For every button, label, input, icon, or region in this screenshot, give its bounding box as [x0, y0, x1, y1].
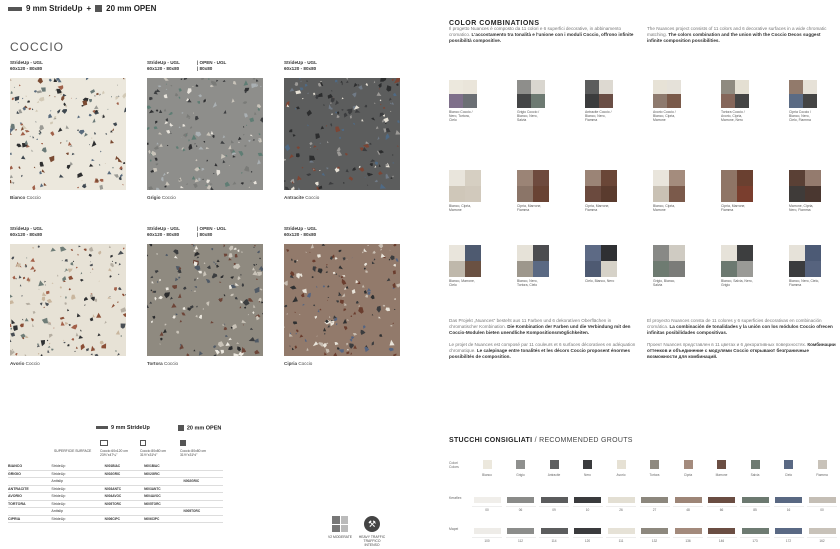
terrazzo-tile — [10, 78, 126, 190]
moderate-icon — [332, 516, 348, 532]
combination-caption: Bianco, Marrone, Cielo — [449, 279, 475, 287]
color-combination — [721, 80, 749, 120]
spanish-text: El proyecto Nuances consta de 11 colores y 6 superficies decorativas en combinación cromática. La combinación de tonalidades y la unión con los módulos Coccio ofrecen infinitas posibilidades compositivas. — [647, 318, 833, 335]
grout-row-label: Mapei — [449, 527, 459, 531]
table-row: ANTRACITE StrideUp N003ANTC N003ANTC — [8, 486, 223, 494]
color-combination — [653, 170, 685, 225]
color-combination — [517, 80, 545, 120]
tile-open-label: | OPEN - UGL | 80x80 — [197, 60, 227, 71]
combination-caption: Cielo, Bianco, Nero — [585, 279, 615, 283]
table-row: AVORIO StrideUp N004AVOC N004AVOC — [8, 493, 223, 501]
table-row: GRIGIO StrideUp N002GRIC N002GRIC — [8, 471, 223, 479]
color-combination — [449, 245, 481, 300]
combination-caption: Bianco, Cipria, Marrone — [653, 204, 676, 212]
table-row: Antislip N002GRIC — [8, 478, 223, 486]
grout-row-label: Keraflex — [449, 496, 462, 500]
color-combination — [721, 170, 753, 225]
combination-caption: Cipria Coccio / Bianco, Nero, Cielo, Fiamma — [789, 110, 812, 122]
grout-column: Salvia 85 173 — [740, 460, 770, 549]
table-row: CIPRIA StrideUp N006CIPC N006CIPC — [8, 516, 223, 524]
terrazzo-tile — [147, 244, 263, 356]
english-text: The Nuances project consists of 11 colors and 6 decorative surfaces in a wide chromatic matching. The colors combination and the union with the Coccio Decos suggest infinite composition possibilities. — [647, 26, 827, 43]
col-60x120: Coccio 60x120 cm 23⅝"x47¼" — [100, 449, 128, 457]
tile-name: Bianco Coccio — [10, 195, 41, 200]
combination-caption: Cipria, Marrone, Fiamma — [721, 204, 746, 212]
combination-caption: Cipria, Marrone, Fiamma — [585, 204, 610, 212]
combination-caption: Cipria, Marrone, Fiamma — [517, 204, 542, 212]
table-row: BIANCO StrideUp N001BIAC N001BIAC — [8, 463, 223, 471]
section-title: COCCIO — [10, 40, 64, 54]
tile-spec-label: StrideUp - UGL 60x120 - 80x80 — [10, 60, 43, 71]
grout-column: Fiamma 00 162 — [807, 460, 837, 549]
color-combination — [585, 170, 617, 225]
col-80x80: Coccio 80x80 cm 31½"x31½" — [140, 449, 167, 457]
spec-header: 9 mm StrideUp 20 mm OPEN — [96, 425, 221, 431]
header-part2: 20 mm OPEN — [106, 4, 157, 13]
combination-caption: Tortora Coccio / Avorio, Cipria, Marrone, Nero — [721, 110, 745, 122]
tile-name: Avorio Coccio — [10, 361, 40, 366]
color-combination — [653, 80, 681, 120]
color-combination — [789, 170, 821, 225]
col-80x80-open: Coccio 80x80 cm 31½"x31½" — [180, 449, 207, 457]
combination-caption: Bianco, Cipria, Marrone — [449, 204, 472, 212]
tile-format-icon — [140, 440, 146, 446]
italian-text: Il progetto Nuances è composto da 11 colori e 6 superfici decorative, in abbinamento cromatico. L'accostamento tra tonalità e l'unione con i moduli Coccio, offrono infinite possibilità compositive. — [449, 26, 634, 43]
russian-text: Проект Nuances представлен в 11 цветах и 6 декоративных поверхностях. Комбинации оттенков и объединение с модулями Coccio открывают безграничные возможности для комбинаций. — [647, 342, 836, 359]
tile-spec-label: StrideUp - UGL 60x120 - 80x80 — [10, 226, 43, 237]
header-part1: 9 mm StrideUp — [26, 4, 83, 13]
grout-column: Grigio 06 112 — [506, 460, 536, 549]
color-combination — [789, 80, 817, 120]
color-combination — [585, 245, 617, 300]
tile-format-icon — [100, 440, 108, 446]
terrazzo-tile — [284, 244, 400, 356]
tile-open-label: | OPEN - UGL | 80x80 — [197, 226, 227, 237]
combination-caption: Bianco Coccio / Nero, Tortora, Cielo — [449, 110, 473, 122]
table-row: Antislip N005TORC — [8, 508, 223, 516]
heavy-traffic-icon: ⚒ — [364, 516, 380, 532]
color-combination — [449, 170, 481, 225]
thin-tile-icon — [96, 426, 108, 429]
thick-tile-icon — [95, 5, 102, 12]
tile-spec-label: StrideUp - UGL 60x120 - 80x80 — [147, 226, 180, 237]
color-combination — [721, 245, 753, 300]
color-combination — [653, 245, 685, 300]
tile-name: Cipria Coccio — [284, 361, 313, 366]
combination-caption: Grigio Coccio / Bianco, Nero, Salvia — [517, 110, 540, 122]
thick-tile-icon — [178, 425, 184, 431]
terrazzo-tile — [10, 244, 126, 356]
color-combination — [449, 80, 477, 120]
tile-name: Tortora Coccio — [147, 361, 179, 366]
terrazzo-tile — [147, 78, 263, 190]
grout-column: Cielo 16 172 — [774, 460, 804, 549]
combination-caption: Bianco, Salvia, Nero, Grigio — [721, 279, 753, 287]
combination-caption: Bianco, Nero, Cielo, Fiamma — [789, 279, 820, 287]
color-combination — [517, 170, 549, 225]
col-surface: SUPERFICIE SURFACE — [54, 449, 92, 453]
combination-caption: Bianco, Nero, Tortora, Cielo — [517, 279, 538, 287]
moderate-label: V2 MODERATE — [327, 535, 353, 539]
spec-table — [8, 463, 223, 523]
color-combination — [585, 80, 613, 120]
grout-column: Tortora 27 132 — [640, 460, 670, 549]
tile-spec-label: StrideUp - UGL 60x120 - 80x80 — [147, 60, 180, 71]
color-combinations-title: COLOR COMBINATIONS — [449, 20, 540, 27]
combination-caption: Marrone, Cipria, Nero, Fiamma — [789, 204, 814, 212]
combination-caption: Avorio Coccio / Bianco, Cipria, Marrone — [653, 110, 676, 122]
grout-column: Antracite 09 114 — [539, 460, 569, 549]
tile-spec-label: StrideUp - UGL 60x120 - 80x80 — [284, 226, 317, 237]
tile-spec-label: StrideUp - UGL 60x120 - 80x80 — [284, 60, 317, 71]
combination-caption: Grigio, Bianco, Salvia — [653, 279, 676, 287]
tile-format-icon — [180, 440, 186, 446]
grouts-title: STUCCHI CONSIGLIATI / RECOMMENDED GROUTS — [449, 437, 633, 444]
grout-column: Avorio 26 111 — [606, 460, 636, 549]
color-combination — [517, 245, 549, 300]
grout-row-label: Colori Colors — [449, 461, 459, 469]
color-combination — [789, 245, 821, 300]
combination-caption: Antracite Coccio / Bianco, Nero, Fiamma — [585, 110, 612, 122]
tile-name: Antracite Coccio — [284, 195, 320, 200]
tile-name: Grigio Coccio — [147, 195, 176, 200]
grout-column: Nero 10 120 — [573, 460, 603, 549]
header-title — [8, 4, 156, 13]
heavy-traffic-label: HEAVY TRAFFIC TRAFFICO INTENSO — [358, 535, 386, 547]
grout-column: Cipria 48 136 — [673, 460, 703, 549]
table-row: TORTORA StrideUp N005TORC N005TORC — [8, 501, 223, 509]
german-text: Das Projekt „Nuances" besteht aus 11 Farben und 6 dekorativen Oberflächen in chromatischer Kombination. Die Kombination der Farben und die Verbindung mit den Coccio-Modulen bieten unendliche Kompositionsmöglichkeiten. — [449, 318, 631, 335]
grout-column: Bianco 00 100 — [472, 460, 502, 549]
grout-column: Marrone 66 146 — [707, 460, 737, 549]
terrazzo-tile — [284, 78, 400, 190]
header-plus: + — [86, 4, 92, 13]
thin-tile-icon — [8, 7, 22, 11]
french-text: Le projet de Nuances est composé par 11 couleurs et 6 surfaces décoratives en adéquation chromatique. Le calepinage entre tonalités et les décors Coccio proposent énormes possibilités de composition. — [449, 342, 636, 359]
